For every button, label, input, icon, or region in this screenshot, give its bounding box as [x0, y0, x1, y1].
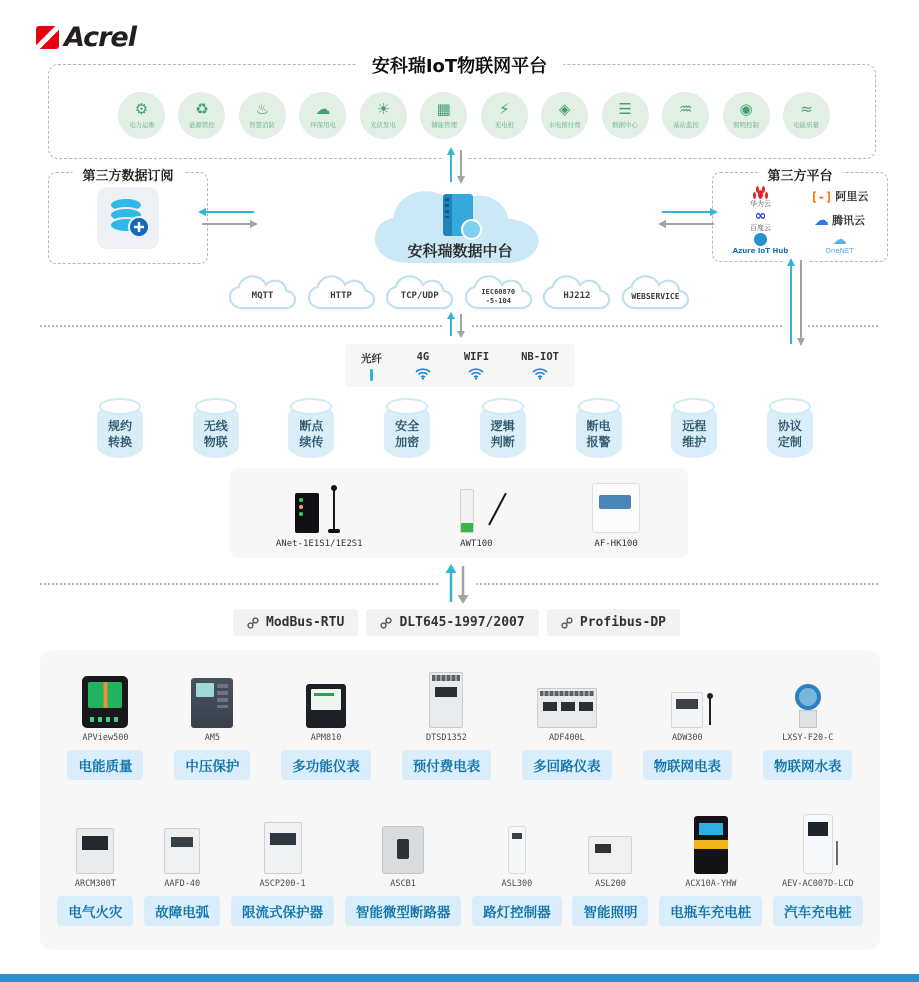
app-charging-pile: ⚡ 充电桩	[481, 92, 528, 139]
category-badge: 多回路仪表	[522, 750, 612, 780]
product-adf400l-image	[537, 688, 597, 728]
product-am5-image	[191, 678, 233, 728]
gateway-anet: ANet-1E1S1/1E2S1	[276, 485, 363, 549]
platform-tencent-cloud: ☁ 腾讯云	[814, 210, 865, 229]
product-ascp200-1: ASCP200-1 限流式保护器	[231, 812, 334, 926]
product-aev-image	[803, 814, 833, 874]
conn-4g: 4G	[414, 351, 432, 380]
server-icon	[443, 194, 473, 236]
updown-arrow-top	[444, 145, 468, 185]
product-dtsd1352-image	[429, 672, 463, 728]
chip-modbus-rtu: ModBus-RTU	[233, 609, 358, 636]
aliyun-logo-icon: [-]	[810, 189, 833, 204]
updown-arrow-right-long	[784, 256, 808, 348]
conn-nbiot: NB-IOT	[521, 351, 559, 380]
app-prepaid: ◈ 水电预付费	[541, 92, 588, 139]
app-data-center: ☰ 数据中心	[602, 92, 649, 139]
updown-arrow-mid2	[440, 562, 474, 606]
gateway-afhk100-image	[590, 483, 642, 533]
product-aafd-40: AAFD-40 故障电弧	[144, 812, 220, 926]
azure-logo-icon	[754, 233, 767, 246]
category-badge: 故障电弧	[144, 896, 220, 926]
globe-icon	[461, 219, 482, 240]
data-center-icon: ☰	[618, 99, 632, 118]
product-acx10a-yhw: ACX10A-YHW 电瓶车充电桩	[659, 812, 762, 926]
fiber-icon	[370, 369, 373, 381]
platform-baidu-cloud: ∞ 百度云	[750, 207, 771, 232]
brand-logo	[36, 22, 136, 53]
gateway-anet-image	[293, 485, 345, 533]
link-icon	[380, 617, 392, 629]
gateway-box	[230, 468, 688, 558]
energy-control-icon: ♻	[195, 99, 209, 118]
capability-custom-protocol: 协议 定制	[767, 398, 813, 458]
pv-generation-icon: ☀	[376, 99, 391, 118]
wifi-icon	[467, 366, 485, 380]
data-center-label: 安科瑞数据中台	[407, 242, 513, 260]
app-energy-control: ♻ 能源管控	[178, 92, 225, 139]
product-ascb1: ASCB1 智能微型断路器	[345, 812, 462, 926]
onenet-logo-icon: ☁	[832, 231, 847, 248]
antenna-icon	[709, 697, 711, 725]
platform-huawei-cloud: 华为云	[750, 186, 771, 208]
product-aafd40-image	[164, 828, 200, 874]
category-badge: 智能照明	[572, 896, 648, 926]
capability-row	[97, 398, 813, 458]
category-badge: 电瓶车充电桩	[659, 896, 762, 926]
leftright-arrow-right	[656, 204, 720, 232]
product-apview500-image	[82, 676, 128, 728]
page-title: 安科瑞IoT物联网平台	[356, 52, 563, 78]
product-asl300: ASL300 路灯控制器	[472, 812, 562, 926]
link-icon	[247, 617, 259, 629]
field-protocol-row	[233, 609, 680, 636]
category-badge: 智能微型断路器	[345, 896, 462, 926]
app-pv-generation: ☀ 光伏发电	[360, 92, 407, 139]
chip-dlt645: DLT645-1997/2007	[366, 609, 538, 636]
platform-logo-grid	[721, 185, 879, 255]
capability-resume-transfer: 断点 续传	[288, 398, 334, 458]
product-row-1	[52, 666, 868, 780]
capability-logic-judge: 逻辑 判断	[480, 398, 526, 458]
capability-outage-alarm: 断电 报警	[576, 398, 622, 458]
product-arcm300t: ARCM300T 电气火灾	[57, 812, 133, 926]
capability-wireless-iot: 无线 物联	[193, 398, 239, 458]
app-smart-fire: ♨ 智慧消防	[239, 92, 286, 139]
platform-azure-iot-hub: Azure IoT Hub	[733, 233, 789, 255]
protocol-tcp-udp: TCP/UDP	[383, 272, 456, 314]
product-asl200-image	[588, 836, 632, 874]
product-lxsy-image	[795, 684, 821, 728]
protocol-http: HTTP	[305, 272, 378, 314]
link-icon	[561, 617, 573, 629]
product-aev-ac007d: AEV-AC007D-LCD 汽车充电桩	[773, 812, 863, 926]
database-plus-icon	[105, 196, 151, 240]
charging-pile-icon: ⚡	[498, 99, 510, 118]
product-asl200: ASL200 智能照明	[572, 812, 648, 926]
product-asl300-image	[508, 826, 526, 874]
category-badge: 电气火灾	[57, 896, 133, 926]
app-lighting: ◉ 照明控制	[723, 92, 770, 139]
updown-arrow-mid1	[442, 310, 470, 340]
category-badge: 电能质量	[67, 750, 143, 780]
category-badge: 汽车充电桩	[773, 896, 863, 926]
gateway-awt100-image	[454, 485, 498, 533]
category-badge: 物联网电表	[643, 750, 733, 780]
third-party-subscribe-box	[48, 169, 208, 264]
app-eco-power: ☁ 环保用电	[299, 92, 346, 139]
product-ascb1-image	[382, 826, 424, 874]
lighting-icon: ◉	[739, 99, 753, 118]
database-tile	[97, 187, 159, 249]
power-quality-icon: ≈	[800, 99, 813, 118]
smart-fire-icon: ♨	[255, 99, 270, 118]
platform-onenet: ☁ OneNET	[825, 231, 854, 255]
base-station-icon: ♒	[678, 99, 693, 118]
capability-protocol-conversion: 规约 转换	[97, 398, 143, 458]
category-badge: 预付费电表	[402, 750, 492, 780]
app-power-quality: ≈ 电能质量	[783, 92, 830, 139]
app-storage-mgmt: ▦ 储能管理	[420, 92, 467, 139]
power-ops-icon: ⚙	[134, 99, 149, 118]
app-power-ops: ⚙ 电力运维	[118, 92, 165, 139]
protocol-iec60870: IEC60870 -5-104	[462, 272, 535, 314]
app-base-station: ♒ 基站监控	[662, 92, 709, 139]
left-box-title: 第三方数据订阅	[72, 165, 183, 184]
product-dtsd1352: DTSD1352 预付费电表	[402, 666, 492, 780]
product-apview500: APView500 电能质量	[67, 666, 143, 780]
storage-mgmt-icon: ▦	[436, 99, 451, 118]
category-badge: 路灯控制器	[472, 896, 562, 926]
huawei-logo-icon	[758, 190, 763, 199]
conn-wifi: WIFI	[464, 351, 489, 380]
tencent-cloud-icon: ☁	[814, 210, 829, 229]
gateway-afhk100: AF-HK100	[590, 483, 642, 549]
product-acx10a-image	[694, 816, 728, 874]
acrel-logo-icon	[36, 26, 59, 49]
product-adw300-image	[671, 692, 703, 728]
footer-accent-bar	[0, 974, 919, 982]
capability-remote-maintain: 远程 维护	[671, 398, 717, 458]
product-am5: AM5 中压保护	[174, 666, 250, 780]
product-row-2	[52, 812, 868, 926]
platform-aliyun: [-] 阿里云	[810, 189, 869, 204]
protocol-hj212: HJ212	[540, 272, 613, 314]
product-arcm300t-image	[76, 828, 114, 874]
conn-fiber: 光纤	[361, 351, 382, 381]
category-badge: 限流式保护器	[231, 896, 334, 926]
category-badge: 多功能仪表	[281, 750, 371, 780]
baidu-logo-icon: ∞	[754, 207, 767, 224]
wifi-icon	[414, 366, 432, 380]
product-panel	[40, 650, 880, 950]
product-adw300: ADW300 物联网电表	[643, 666, 733, 780]
product-adf400l: ADF400L 多回路仪表	[522, 666, 612, 780]
protocol-webservice: WEBSERVICE	[619, 272, 692, 314]
prepaid-icon: ◈	[558, 99, 571, 118]
chip-profibus-dp: Profibus-DP	[547, 609, 680, 636]
product-apm810: APM810 多功能仪表	[281, 666, 371, 780]
gateway-awt100: AWT100	[454, 485, 498, 549]
product-ascp200-image	[264, 822, 302, 874]
third-party-platform-box	[712, 169, 888, 262]
product-lxsy-f20-c: LXSY-F20-C 物联网水表	[763, 666, 853, 780]
protocol-mqtt: MQTT	[226, 272, 299, 314]
category-badge: 中压保护	[174, 750, 250, 780]
app-icon-row	[118, 92, 830, 139]
connectivity-box	[345, 344, 575, 387]
leftright-arrow-left	[196, 204, 260, 232]
wifi-icon	[531, 366, 549, 380]
right-box-title: 第三方平台	[757, 165, 842, 184]
eco-power-icon: ☁	[315, 99, 331, 118]
capability-encryption: 安全 加密	[384, 398, 430, 458]
brand-name: Acrel	[64, 22, 136, 53]
protocol-cloud-row	[226, 272, 692, 314]
product-apm810-image	[306, 684, 346, 728]
category-badge: 物联网水表	[763, 750, 853, 780]
